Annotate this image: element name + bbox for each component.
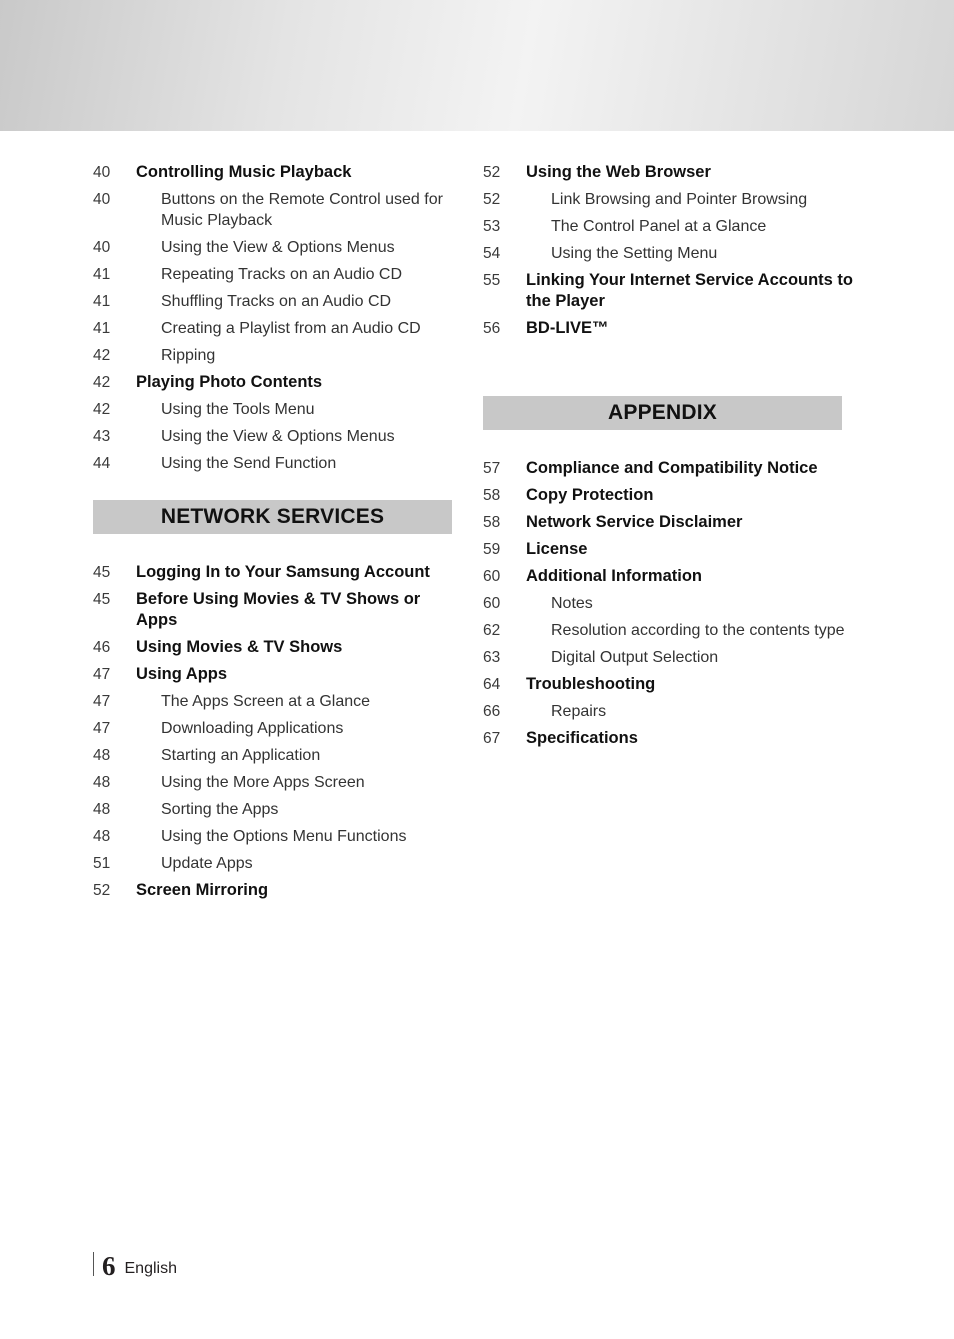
toc-page-number: 45 xyxy=(93,564,111,581)
toc-list xyxy=(483,458,853,749)
toc-page-number: 47 xyxy=(93,693,111,710)
toc-entry xyxy=(483,701,853,722)
toc-subtopic-title: Buttons on the Remote Control used for Music Playback xyxy=(161,191,443,229)
toc-page-number: 48 xyxy=(93,774,111,791)
toc-page-number: 56 xyxy=(483,320,501,337)
toc-page-number: 52 xyxy=(483,164,501,181)
toc-subtopic-title: Repairs xyxy=(551,703,607,720)
toc-entry xyxy=(93,453,463,474)
toc-page-number: 62 xyxy=(483,622,501,639)
toc-subtopic-title: The Apps Screen at a Glance xyxy=(161,693,371,710)
toc-page-number: 42 xyxy=(93,374,111,391)
toc-subtopic-title: Update Apps xyxy=(161,855,253,872)
toc-entry xyxy=(93,264,463,285)
toc-page-number: 64 xyxy=(483,676,501,693)
toc-page-number: 42 xyxy=(93,401,111,418)
toc-page-number: 41 xyxy=(93,320,111,337)
footer-divider xyxy=(93,1252,94,1276)
toc-left-column xyxy=(93,162,463,907)
toc-entry xyxy=(93,880,463,901)
toc-chapter-title: Specifications xyxy=(526,729,638,747)
toc-page-number: 47 xyxy=(93,666,111,683)
toc-entry xyxy=(483,270,853,312)
toc-entry xyxy=(483,318,853,339)
toc-entry xyxy=(93,237,463,258)
toc-entry xyxy=(93,291,463,312)
toc-chapter-title: Troubleshooting xyxy=(526,675,656,693)
toc-chapter-title: Using Apps xyxy=(136,665,228,683)
section-heading-network-services: NETWORK SERVICES xyxy=(93,500,452,534)
toc-subtopic-title: Creating a Playlist from an Audio CD xyxy=(161,320,421,337)
toc-chapter-title: Copy Protection xyxy=(526,486,654,504)
toc-page-number: 60 xyxy=(483,595,501,612)
toc-entry xyxy=(93,772,463,793)
toc-chapter-title: BD-LIVE™ xyxy=(526,319,609,337)
toc-subtopic-title: Digital Output Selection xyxy=(551,649,719,666)
toc-entry xyxy=(93,189,463,231)
toc-page-number: 41 xyxy=(93,266,111,283)
toc-page-number: 58 xyxy=(483,487,501,504)
toc-chapter-title: Linking Your Internet Service Accounts to the Player xyxy=(526,271,854,310)
toc-entry xyxy=(93,664,463,685)
toc-page-number: 58 xyxy=(483,514,501,531)
toc-page-number: 41 xyxy=(93,293,111,310)
toc-subtopic-title: Resolution according to the contents type xyxy=(551,622,845,639)
toc-chapter-title: Using Movies & TV Shows xyxy=(136,638,343,656)
toc-page-number: 67 xyxy=(483,730,501,747)
toc-page-number: 60 xyxy=(483,568,501,585)
toc-right-column xyxy=(483,162,853,755)
toc-entry xyxy=(483,458,853,479)
toc-page-number: 52 xyxy=(483,191,501,208)
toc-entry xyxy=(93,162,463,183)
toc-entry xyxy=(93,718,463,739)
toc-entry xyxy=(93,853,463,874)
page-footer xyxy=(93,1252,177,1280)
toc-subtopic-title: Downloading Applications xyxy=(161,720,344,737)
toc-page-number: 48 xyxy=(93,801,111,818)
toc-entry xyxy=(93,589,463,631)
toc-list xyxy=(93,562,463,901)
toc-list xyxy=(93,162,463,474)
toc-page-number: 44 xyxy=(93,455,111,472)
toc-entry xyxy=(483,728,853,749)
toc-entry xyxy=(93,637,463,658)
toc-chapter-title: License xyxy=(526,540,588,558)
toc-page-number: 43 xyxy=(93,428,111,445)
toc-page-number: 40 xyxy=(93,191,111,208)
toc-subtopic-title: Ripping xyxy=(161,347,216,364)
toc-chapter-title: Using the Web Browser xyxy=(526,163,711,181)
toc-subtopic-title: Using the More Apps Screen xyxy=(161,774,365,791)
toc-page-number: 51 xyxy=(93,855,111,872)
toc-chapter-title: Compliance and Compatibility Notice xyxy=(526,459,818,477)
toc-entry xyxy=(483,674,853,695)
toc-page-number: 42 xyxy=(93,347,111,364)
section-heading-appendix: APPENDIX xyxy=(483,396,842,430)
toc-entry xyxy=(483,647,853,668)
toc-entry xyxy=(483,566,853,587)
toc-entry xyxy=(93,399,463,420)
toc-subtopic-title: Shuffling Tracks on an Audio CD xyxy=(161,293,392,310)
toc-page-number: 53 xyxy=(483,218,501,235)
toc-entry xyxy=(93,826,463,847)
toc-page-number: 45 xyxy=(93,591,111,608)
toc-entry xyxy=(93,745,463,766)
toc-page-number: 55 xyxy=(483,272,501,289)
toc-page-number: 59 xyxy=(483,541,501,558)
toc-chapter-title: Controlling Music Playback xyxy=(136,163,352,181)
toc-page-number: 66 xyxy=(483,703,501,720)
toc-page-number: 63 xyxy=(483,649,501,666)
toc-subtopic-title: Using the View & Options Menus xyxy=(161,239,395,256)
toc-entry xyxy=(483,485,853,506)
header-band xyxy=(0,0,954,131)
toc-entry xyxy=(483,620,853,641)
toc-page-number: 54 xyxy=(483,245,501,262)
toc-subtopic-title: Using the Setting Menu xyxy=(551,245,718,262)
toc-entry xyxy=(483,512,853,533)
toc-entry xyxy=(483,243,853,264)
toc-subtopic-title: Using the View & Options Menus xyxy=(161,428,395,445)
toc-chapter-title: Screen Mirroring xyxy=(136,881,269,899)
toc-chapter-title: Additional Information xyxy=(526,567,702,585)
toc-entry xyxy=(483,539,853,560)
toc-chapter-title: Network Service Disclaimer xyxy=(526,513,743,531)
toc-chapter-title: Logging In to Your Samsung Account xyxy=(136,563,430,581)
page-number: 6 xyxy=(102,1251,116,1281)
toc-subtopic-title: Repeating Tracks on an Audio CD xyxy=(161,266,403,283)
toc-subtopic-title: Using the Tools Menu xyxy=(161,401,315,418)
toc-chapter-title: Playing Photo Contents xyxy=(136,373,323,391)
toc-subtopic-title: Sorting the Apps xyxy=(161,801,279,818)
toc-subtopic-title: Using the Options Menu Functions xyxy=(161,828,407,845)
toc-subtopic-title: The Control Panel at a Glance xyxy=(551,218,767,235)
toc-entry xyxy=(93,799,463,820)
toc-entry xyxy=(93,345,463,366)
toc-page-number: 57 xyxy=(483,460,501,477)
toc-entry xyxy=(483,593,853,614)
toc-list xyxy=(483,162,853,339)
toc-page-number: 40 xyxy=(93,164,111,181)
toc-entry xyxy=(483,162,853,183)
toc-entry xyxy=(93,372,463,393)
toc-page-number: 47 xyxy=(93,720,111,737)
toc-chapter-title: Before Using Movies & TV Shows or Apps xyxy=(136,590,421,629)
toc-entry xyxy=(483,189,853,210)
toc-page-number: 52 xyxy=(93,882,111,899)
toc-entry xyxy=(93,562,463,583)
footer-language: English xyxy=(124,1260,177,1277)
toc-entry xyxy=(93,691,463,712)
toc-page-number: 48 xyxy=(93,747,111,764)
toc-subtopic-title: Using the Send Function xyxy=(161,455,337,472)
toc-subtopic-title: Notes xyxy=(551,595,593,612)
toc-entry xyxy=(93,318,463,339)
toc-subtopic-title: Link Browsing and Pointer Browsing xyxy=(551,191,808,208)
toc-entry xyxy=(93,426,463,447)
toc-entry xyxy=(483,216,853,237)
toc-subtopic-title: Starting an Application xyxy=(161,747,321,764)
toc-page-number: 40 xyxy=(93,239,111,256)
toc-page-number: 46 xyxy=(93,639,111,656)
toc-page-number: 48 xyxy=(93,828,111,845)
